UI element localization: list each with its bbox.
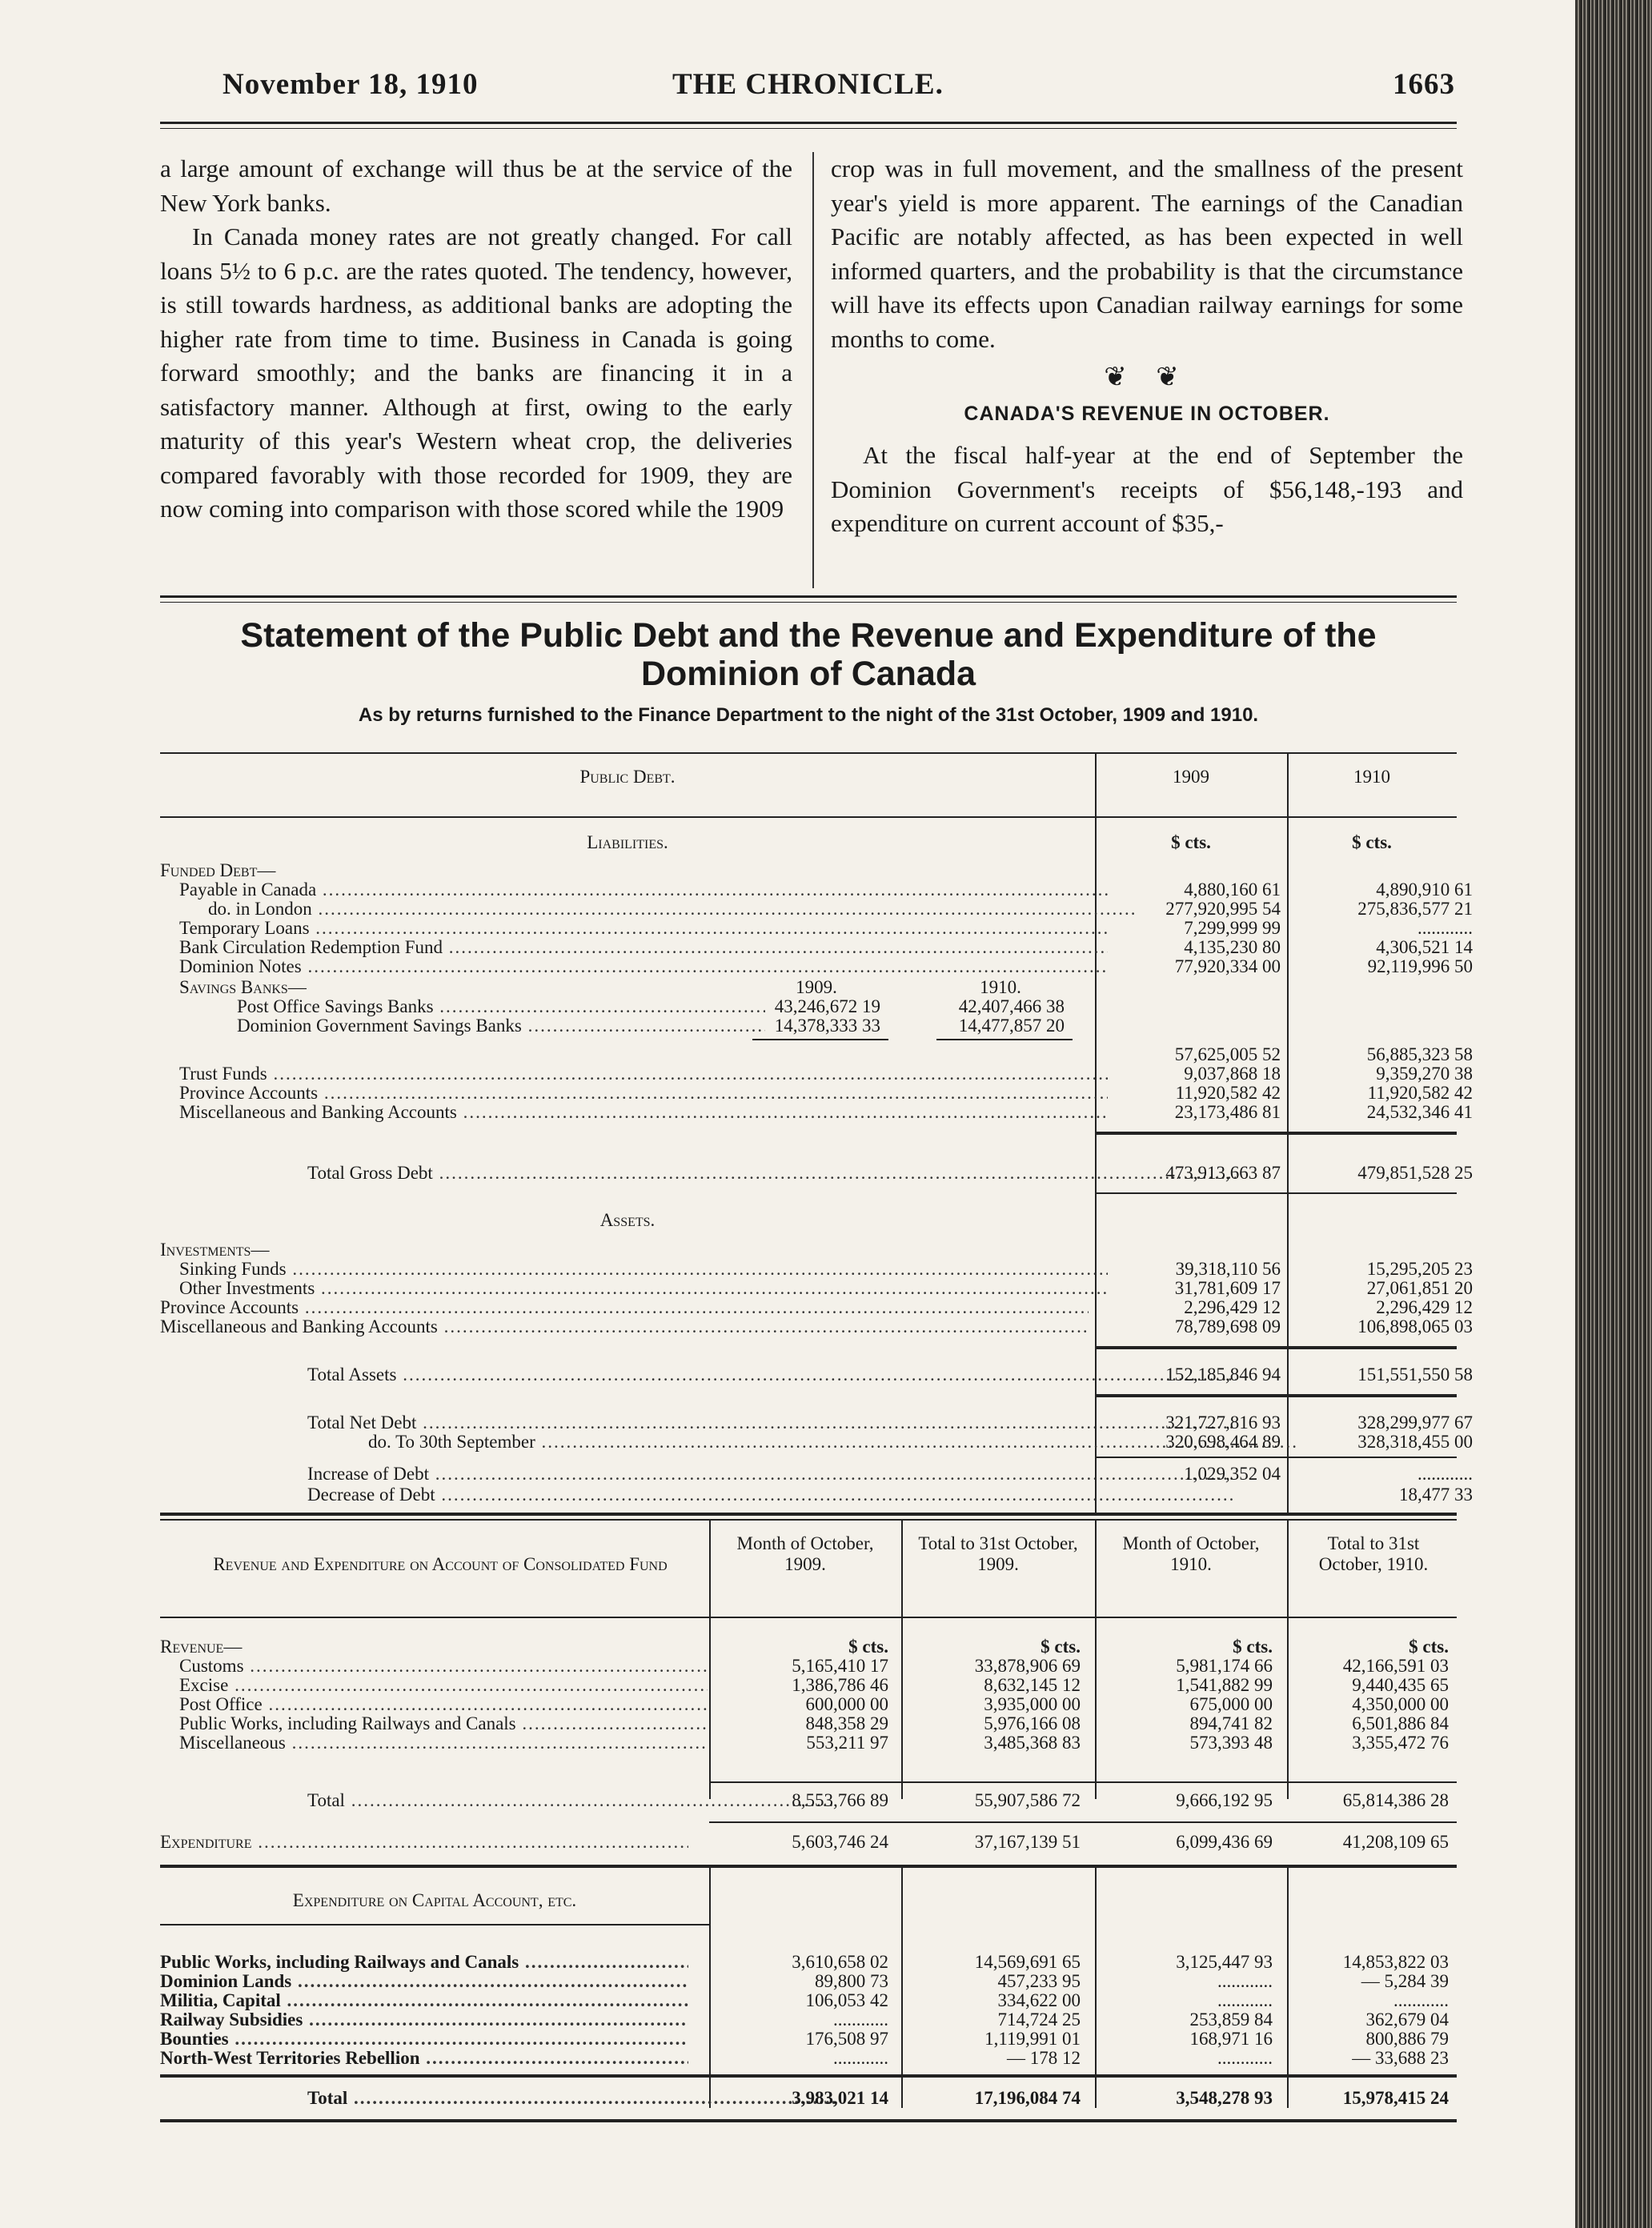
value: 334,622 00	[997, 1990, 1081, 2010]
sub-value-1909: 43,246,672 19	[774, 996, 880, 1016]
value: 1,386,786 46	[792, 1675, 888, 1695]
total-gross-debt-row	[160, 1163, 1473, 1183]
total-rule	[160, 2074, 1457, 2078]
decrease-of-debt-row	[160, 1485, 1473, 1505]
issue-date: November 18, 1910	[223, 68, 479, 101]
value: 15,978,415 24	[1342, 2088, 1449, 2108]
value: 1,119,991 01	[984, 2029, 1081, 2049]
row-label: Bank Circulation Redemption Fund .....	[160, 938, 1108, 957]
row-label: Total .....	[160, 1791, 836, 1810]
value: ............	[1217, 1990, 1273, 2010]
row-label: do. in London .....	[160, 900, 1137, 919]
row-label: Excise .....	[160, 1676, 708, 1695]
value: 3,548,278 93	[1176, 2088, 1273, 2108]
value: — 178 12	[1007, 2048, 1081, 2068]
units-col-2: $ cts.	[1041, 1637, 1081, 1657]
total-rule	[1095, 1132, 1457, 1135]
table-row	[160, 1016, 1457, 1036]
table-row	[160, 937, 1473, 957]
row-label: Expenditure .....	[160, 1833, 688, 1852]
value: 457,233 95	[997, 1971, 1081, 1991]
section-rule	[160, 1865, 1457, 1868]
row-label: Militia, Capital .....	[160, 1991, 688, 2010]
total-rule	[1095, 1457, 1457, 1458]
row-label: Total Net Debt .....	[160, 1413, 1236, 1433]
value-1910: 328,318,455 00	[1357, 1432, 1473, 1452]
year-1909-header: 1909	[1173, 767, 1209, 787]
value: 6,501,886 84	[1352, 1713, 1449, 1733]
units-1910: $ cts.	[1352, 832, 1392, 852]
table-row	[160, 997, 1457, 1016]
row-label: Customs .....	[160, 1657, 708, 1676]
table-row	[160, 1083, 1473, 1103]
row-label: Dominion Lands .....	[160, 1972, 688, 1991]
units-col-4: $ cts.	[1409, 1637, 1449, 1657]
value: 89,800 73	[815, 1971, 888, 1991]
value-1909: 4,135,230 80	[1184, 937, 1281, 957]
value-1910: 11,920,582 42	[1367, 1083, 1473, 1103]
value: 176,508 97	[805, 2029, 888, 2049]
table-row	[160, 1714, 1457, 1733]
left-paragraph-2: In Canada money rates are not greatly changed. For call loans 5½ to 6 p.c. are the rates quoted. The tendency, however, is still towards hardness, as additional banks are adopting the higher rate from time to time. Business in Canada is going forward smoothly; and the banks are financing it in a satisfactory manner. Although at first, owing to the early maturity of this year's Western wheat crop, the deliveries compared favorably with those recorded for 1909, they are now coming into comparison with those scored while the 1909	[160, 222, 792, 523]
header-rule	[160, 816, 1457, 818]
value: ............	[1393, 1990, 1449, 2010]
table-row	[160, 2049, 1457, 2068]
public-debt-header: Public Debt.	[579, 767, 676, 787]
total-oct-1909-header: Total to 31st October, 1909.	[918, 1533, 1078, 1574]
value: 4,350,000 00	[1352, 1694, 1449, 1714]
capital-total-row	[160, 2089, 1457, 2108]
value: 6,099,436 69	[1176, 1832, 1273, 1852]
row-label: North-West Territories Rebellion .....	[160, 2049, 688, 2068]
value-1910: 151,551,550 58	[1357, 1364, 1473, 1384]
value-1910: 92,119,996 50	[1367, 956, 1473, 976]
value: 8,553,766 89	[792, 1790, 888, 1810]
table-row	[160, 1676, 1457, 1695]
value-1910: ............	[1417, 1464, 1473, 1484]
row-label: Sinking Funds .....	[160, 1260, 1108, 1279]
value: 9,666,192 95	[1176, 1790, 1273, 1810]
value: 3,983,021 14	[792, 2088, 888, 2108]
table-row	[160, 1991, 1457, 2010]
table-row	[160, 1316, 1473, 1336]
value: 1,541,882 99	[1176, 1675, 1273, 1695]
table-row	[160, 1278, 1473, 1298]
value: 3,610,658 02	[792, 1952, 888, 1972]
book-page-edges	[1575, 0, 1652, 2228]
value-1909: 11,920,582 42	[1175, 1083, 1281, 1103]
value: 5,981,174 66	[1176, 1656, 1273, 1676]
table-row	[160, 1953, 1457, 1972]
row-label: Funded Debt—	[160, 861, 276, 880]
sub-value-1910: 14,477,857 20	[958, 1016, 1065, 1036]
units-col-3: $ cts.	[1233, 1637, 1273, 1657]
value-1910: 106,898,065 03	[1357, 1316, 1473, 1336]
sub-value-1910: 42,407,466 38	[958, 996, 1065, 1016]
table-row	[160, 861, 1457, 880]
value: 3,935,000 00	[984, 1694, 1081, 1714]
table-row	[160, 1733, 1457, 1753]
value: 3,125,447 93	[1176, 1952, 1273, 1972]
value-1909: 7,299,999 99	[1184, 918, 1281, 938]
header-rule-thin	[160, 128, 1457, 129]
total-net-debt-row	[160, 1413, 1473, 1433]
value: 5,603,746 24	[792, 1832, 888, 1852]
value: 41,208,109 65	[1342, 1832, 1449, 1852]
value-1909: 152,185,846 94	[1165, 1364, 1281, 1384]
revenue-header: Revenue and Expenditure on Account of Consolidated Fund	[213, 1554, 668, 1574]
row-label: Other Investments .....	[160, 1279, 1108, 1298]
units-col-1: $ cts.	[848, 1637, 888, 1657]
savings-year-1910: 1910.	[980, 977, 1021, 997]
units-1909: $ cts.	[1171, 832, 1211, 852]
value-1910: 4,306,521 14	[1376, 937, 1473, 957]
value-1909: 4,880,160 61	[1184, 880, 1281, 900]
value: 848,358 29	[805, 1713, 888, 1733]
value: ............	[1217, 1971, 1273, 1991]
value: 5,165,410 17	[792, 1656, 888, 1676]
statement-subtitle: As by returns furnished to the Finance Department to the night of the 31st October, 1909 and 1910.	[358, 704, 1259, 726]
row-label: Miscellaneous and Banking Accounts .....	[160, 1103, 1108, 1122]
net-debt-september-row	[160, 1432, 1473, 1452]
header-rule	[160, 1617, 1457, 1618]
row-label: Total Gross Debt .....	[160, 1164, 1236, 1183]
value-1910: 479,851,528 25	[1357, 1163, 1473, 1183]
row-label: Revenue—	[160, 1637, 243, 1657]
left-paragraph-1: a large amount of exchange will thus be at the service of the New York banks.	[160, 154, 792, 217]
row-label: Miscellaneous .....	[160, 1733, 708, 1753]
page-number: 1663	[1393, 68, 1455, 101]
month-oct-1909-header: Month of October, 1909.	[736, 1533, 874, 1574]
table-row	[160, 956, 1473, 976]
left-column	[160, 152, 792, 527]
value-1909: 57,625,005 52	[1174, 1044, 1281, 1064]
value: 675,000 00	[1189, 1694, 1273, 1714]
right-paragraph-1: crop was in full movement, and the smallness of the present year's yield is more apparent. The earnings of the Canadian Pacific are notably affected, as has been expected in well informed quarters, and the probability is that the circumstance will have its effects upon Canadian railway earnings for some months to come.	[831, 154, 1463, 353]
table-row	[160, 1972, 1457, 1991]
section-rule	[160, 1513, 1457, 1516]
total-rule	[709, 1781, 1457, 1783]
value-1909: 321,727,816 93	[1165, 1413, 1281, 1433]
value: 894,741 82	[1189, 1713, 1273, 1733]
value-1910: 4,890,910 61	[1376, 880, 1473, 900]
value: 5,976,166 08	[984, 1713, 1081, 1733]
table-row	[160, 1102, 1473, 1122]
value: 3,355,472 76	[1352, 1733, 1449, 1753]
value-1910: 15,295,205 23	[1366, 1259, 1473, 1279]
header-rule	[160, 1924, 709, 1925]
total-oct-1910-header: Total to 31st October, 1910.	[1318, 1533, 1429, 1574]
statement-top-rule	[160, 595, 1457, 598]
row-label: Total .....	[160, 2089, 836, 2108]
row-label: Decrease of Debt .....	[160, 1485, 1236, 1505]
subtotal-rule	[936, 1039, 1073, 1040]
increase-of-debt-row	[160, 1464, 1473, 1484]
row-label: Post Office Savings Banks .....	[160, 997, 765, 1016]
row-label: Savings Banks—	[179, 978, 307, 997]
value-1909: 473,913,663 87	[1165, 1163, 1281, 1183]
value: 14,853,822 03	[1342, 1952, 1449, 1972]
total-rule	[709, 1821, 1457, 1823]
value-1909: 320,698,464 89	[1165, 1432, 1281, 1452]
value: 42,166,591 03	[1342, 1656, 1449, 1676]
table-row	[160, 1297, 1473, 1317]
subtotal-rule	[752, 1039, 888, 1040]
value-1909: 277,920,995 54	[1165, 899, 1281, 919]
value: — 33,688 23	[1352, 2048, 1449, 2068]
liabilities-header: Liabilities.	[587, 832, 668, 852]
value: 800,886 79	[1365, 2029, 1449, 2049]
capital-header: Expenditure on Capital Account, etc.	[292, 1890, 577, 1910]
expenditure-row	[160, 1833, 1457, 1852]
ornament-icon: ❦ ❦	[1104, 363, 1190, 392]
table-row	[160, 2010, 1457, 2030]
value-1910: 9,359,270 38	[1376, 1064, 1473, 1084]
units-row	[160, 1637, 1457, 1657]
value: 168,971 16	[1189, 2029, 1273, 2049]
row-label: Dominion Notes .....	[160, 957, 1108, 976]
row-label: Increase of Debt .....	[160, 1465, 1236, 1484]
row-label: Province Accounts .....	[160, 1298, 1089, 1317]
value-1909: 2,296,429 12	[1184, 1297, 1281, 1317]
value: ............	[833, 2010, 888, 2030]
value-1910: 56,885,323 58	[1366, 1044, 1473, 1064]
row-label: Miscellaneous and Banking Accounts .....	[160, 1317, 1089, 1336]
table-row	[160, 880, 1473, 900]
value: 253,859 84	[1189, 2010, 1273, 2030]
value: 33,878,906 69	[974, 1656, 1081, 1676]
value-1910: 328,299,977 67	[1357, 1413, 1473, 1433]
value: 714,724 25	[997, 2010, 1081, 2030]
row-label: Trust Funds .....	[160, 1064, 1108, 1084]
value-1910: 18,477 33	[1399, 1485, 1473, 1505]
row-label: Investments—	[160, 1240, 270, 1260]
row-label: Total Assets .....	[160, 1365, 1236, 1384]
value-1910: 24,532,346 41	[1366, 1102, 1473, 1122]
total-rule	[1095, 1394, 1457, 1397]
value: 9,440,435 65	[1352, 1675, 1449, 1695]
table-row	[160, 1657, 1457, 1676]
table-row	[160, 1064, 1473, 1084]
row-label: Railway Subsidies .....	[160, 2010, 688, 2030]
header-rule	[160, 122, 1457, 124]
savings-total-row	[160, 1044, 1473, 1064]
table-bottom-rule	[160, 2119, 1457, 2122]
row-label: do. To 30th September .....	[160, 1433, 1297, 1452]
row-label: Province Accounts .....	[160, 1084, 1108, 1103]
value-1910: 27,061,851 20	[1366, 1278, 1473, 1298]
value-1909: 1,029,352 04	[1184, 1464, 1281, 1484]
value: 106,053 42	[805, 1990, 888, 2010]
year-1910-header: 1910	[1353, 767, 1390, 787]
assets-header: Assets.	[599, 1210, 656, 1230]
value: 362,679 04	[1365, 2010, 1449, 2030]
statement-top-rule-thin	[160, 602, 1457, 603]
value-1909: 31,781,609 17	[1174, 1278, 1281, 1298]
revenue-total-row	[160, 1791, 1457, 1810]
value: 553,211 97	[806, 1733, 888, 1753]
table-row	[160, 1240, 1457, 1260]
value-1909: 23,173,486 81	[1174, 1102, 1281, 1122]
right-column	[831, 152, 1463, 541]
value: ............	[1217, 2048, 1273, 2068]
table-row	[160, 1695, 1457, 1714]
table-row	[160, 918, 1473, 938]
value: 573,393 48	[1189, 1733, 1273, 1753]
column-divider	[812, 152, 814, 588]
value-1909: 9,037,868 18	[1184, 1064, 1281, 1084]
publication-title: THE CHRONICLE.	[672, 68, 944, 101]
row-label: Temporary Loans .....	[160, 919, 1108, 938]
table-row	[160, 899, 1473, 919]
statement-title: Statement of the Public Debt and the Revenue and Expenditure of the Dominion of Canada	[240, 616, 1377, 693]
total-rule	[1095, 1346, 1457, 1349]
table-row	[160, 1259, 1473, 1279]
section-heading: CANADA'S REVENUE IN OCTOBER.	[964, 402, 1330, 425]
total-assets-row	[160, 1364, 1473, 1384]
right-paragraph-2: At the fiscal half-year at the end of September the Dominion Government's receipts of $56,148,-193 and expenditure on current account of $35,-	[831, 441, 1463, 537]
savings-year-1909: 1909.	[796, 977, 837, 997]
value: 3,485,368 83	[984, 1733, 1081, 1753]
sub-value-1909: 14,378,333 33	[774, 1016, 880, 1036]
value: 8,632,145 12	[984, 1675, 1081, 1695]
value-1909: 39,318,110 56	[1175, 1259, 1281, 1279]
row-label: Payable in Canada .....	[160, 880, 1108, 900]
value: 65,814,386 28	[1342, 1790, 1449, 1810]
statement-table	[160, 744, 1473, 2137]
value: 17,196,084 74	[974, 2088, 1081, 2108]
row-label: Bounties .....	[160, 2030, 688, 2049]
section-rule	[160, 1519, 1457, 1521]
table-top-rule	[160, 752, 1457, 754]
row-label: Post Office .....	[160, 1695, 708, 1714]
value: 37,167,139 51	[974, 1832, 1081, 1852]
savings-banks-row	[160, 978, 1457, 997]
value-1910: 275,836,577 21	[1357, 899, 1473, 919]
value-1909: 78,789,698 09	[1174, 1316, 1281, 1336]
value: 55,907,586 72	[974, 1790, 1081, 1810]
value-1909: 77,920,334 00	[1174, 956, 1281, 976]
value: — 5,284 39	[1361, 1971, 1449, 1991]
value: 14,569,691 65	[974, 1952, 1081, 1972]
value: ............	[833, 2048, 888, 2068]
row-label: Public Works, including Railways and Canals .....	[160, 1953, 688, 1972]
value-1910: ............	[1417, 918, 1473, 938]
value-1910: 2,296,429 12	[1376, 1297, 1473, 1317]
table-row	[160, 2030, 1457, 2049]
total-rule	[1095, 1192, 1457, 1194]
value: 600,000 00	[805, 1694, 888, 1714]
month-oct-1910-header: Month of October, 1910.	[1122, 1533, 1260, 1574]
row-label: Public Works, including Railways and Canals .....	[160, 1714, 708, 1733]
row-label: Dominion Government Savings Banks .....	[160, 1016, 765, 1036]
